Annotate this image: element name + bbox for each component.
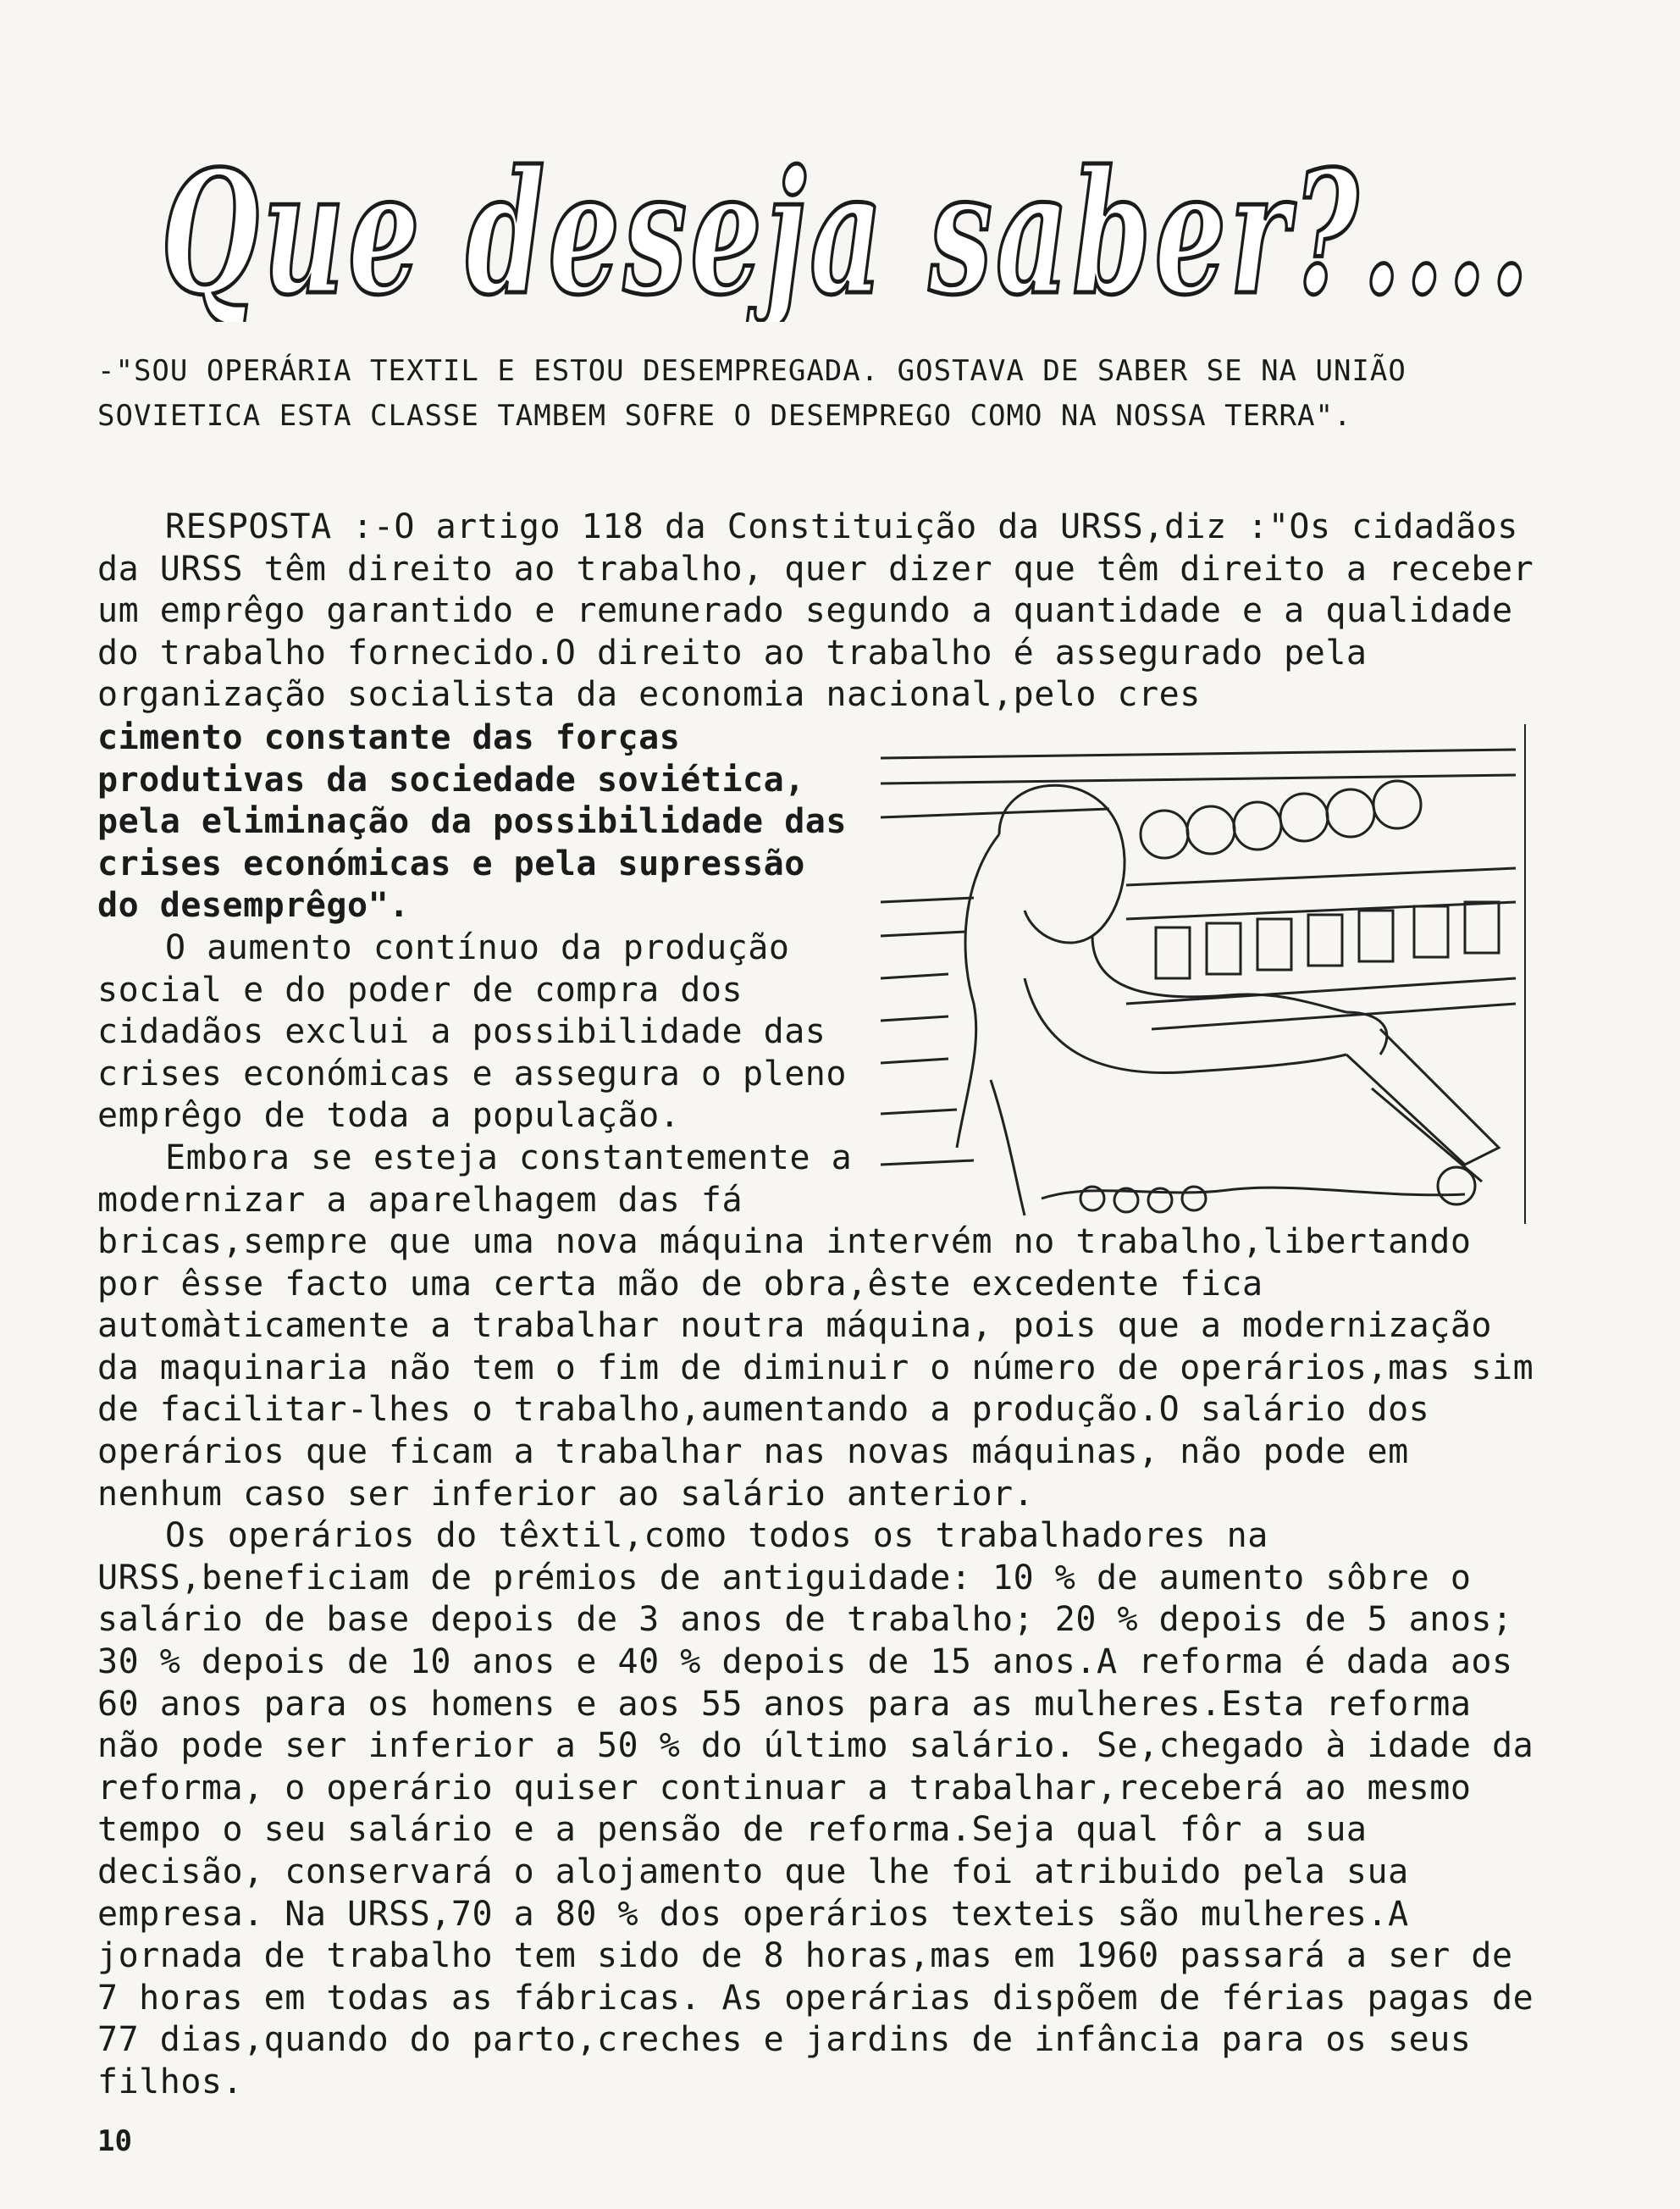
page-title [152,152,1541,322]
answer-paragraph-3-rest: bricas,sempre que uma nova máquina intervém no trabalho,libertando por êsse facto uma certa mão de obra,êste excedente fica automàticamente a trabalhar noutra máquina, pois que a modernização da maquinaria não tem o fim de diminuir o número de operários,mas sim de facilitar-lhes o trabalho,aumentando a produção.O salário dos operários que ficam a trabalhar nas novas máquinas, não pode em nenhum caso ser inferior ao salário anterior. [97,1222,1534,1514]
illustration-drawing [872,724,1524,1224]
answer-column-left [97,717,859,1221]
answer-paragraph-3-start: Embora se esteja constantemente a modernizar a aparelhagem das fá [97,1138,853,1220]
answer-intro-continued: cimento constante das forças produtivas da sociedade soviética, pela eliminação da possibilidade das crises económicas e pela supressão do desemprêgo". [97,718,847,926]
answer-paragraph-4: Os operários do têxtil,como todos os trabalhadores na URSS,beneficiam de prémios de antiguidade: 10 % de aumento sôbre o salário de base depois de 3 anos de trabalho; 20 % depois de 5 anos; 30 % depois de 10 anos e 40 % depois de 15 anos.A reforma é dada aos 60 anos para os homens e aos 55 anos para as mulheres.Esta reforma não pode ser inferior a 50 % do último salário. Se,chegado à idade da reforma, o operário quiser continuar a trabalhar,receberá ao mesmo tempo o seu salário e a pensão de reforma.Seja qual fôr a sua decisão, conservará o alojamento que lhe foi atribuido pela sua empresa. Na URSS,70 a 80 % dos operários texteis são mulheres.A jornada de trabalho tem sido de 8 horas,mas em 1960 passará a ser de 7 horas em todas as fábricas. As operárias dispõem de férias pagas de 77 dias,quando do parto,creches e jardins de infância para os seus filhos. [97,1516,1534,2101]
textile-worker-illustration [872,724,1526,1224]
answer-paragraph-2: O aumento contínuo da produção social e do poder de compra dos cidadãos exclui a possibilidade das crises económicas e assegura o pleno emprêgo de toda a população. [97,927,847,1136]
title-text: Que deseja saber?.... [161,152,1533,322]
answer-intro: RESPOSTA :-O artigo 118 da Constituição da URSS,diz :"Os cidadãos da URSS têm direito ao trabalho, quer dizer que têm direito a receber um emprêgo garantido e remunerado segundo a quantidade e a qualidade do trabalho fornecido.O direito ao trabalho é assegurado pela organização socialista da economia nacional,pelo cres [97,507,1534,715]
question-text: -"SOU OPERÁRIA TEXTIL E ESTOU DESEMPREGADA. GOSTAVA DE SABER SE NA UNIÃO SOVIETICA ESTA CLASSE TAMBEM SOFRE O DESEMPREGO COMO NA NOSSA TERRA". [97,354,1406,433]
title-lettering [152,152,1541,322]
reader-question [97,349,1537,439]
answer-intro-block [97,507,1537,717]
page-number: 10 [97,2124,132,2158]
answer-column-bottom [97,1221,1537,2103]
